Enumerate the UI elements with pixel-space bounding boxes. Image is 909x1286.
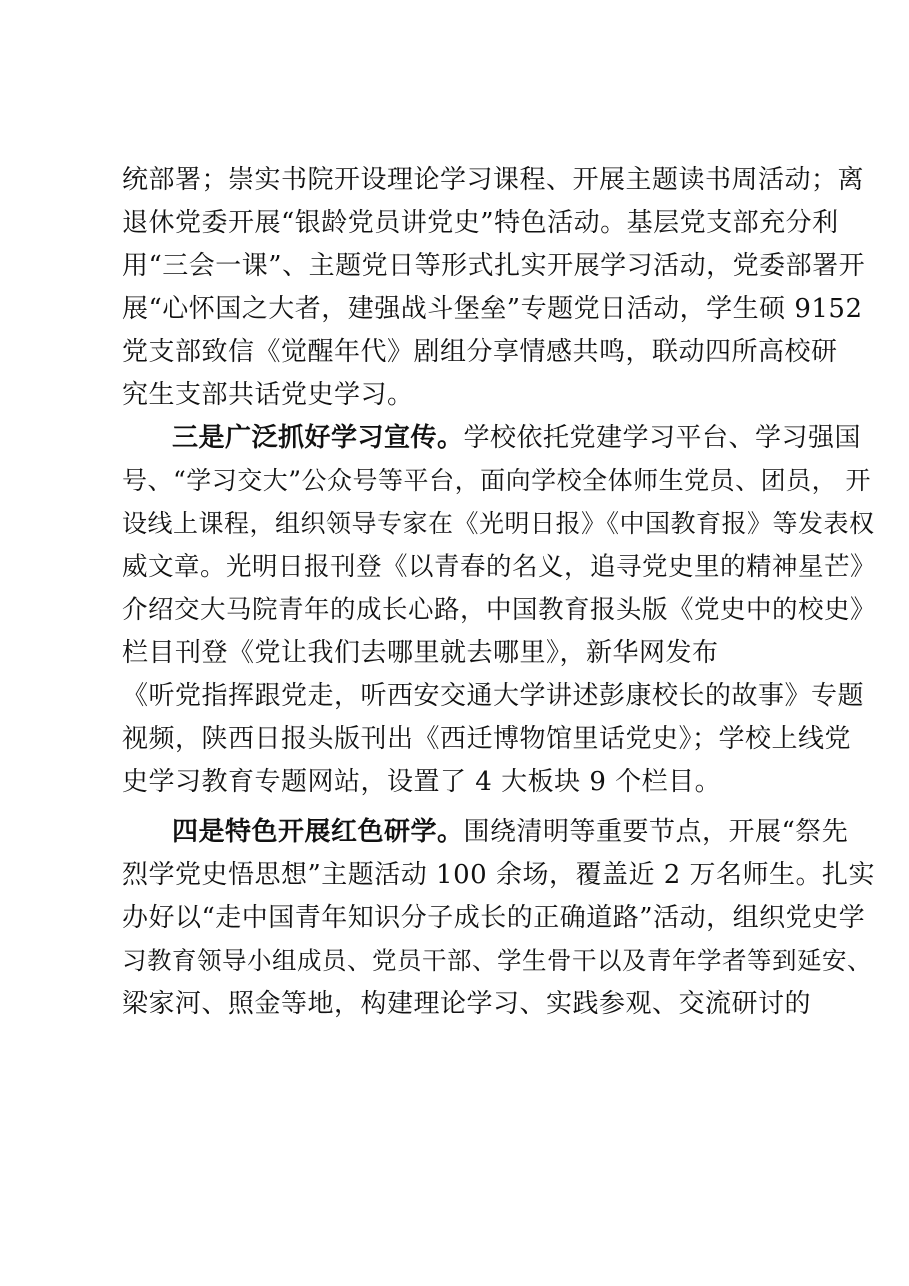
paragraph-2-line-6: 栏目刊登《党让我们去哪里就去哪里》，新华网发布 xyxy=(122,638,719,668)
paragraph-1-line-4: 展“心怀国之大者，建强战斗堡垒”专题党日活动，学生硕 9152 xyxy=(122,294,863,324)
paragraph-2-heading: 三是广泛抓好学习宣传。 xyxy=(172,423,464,453)
paragraph-3-line-2: 烈学党史悟思想”主题活动 100 余场，覆盖近 2 万名师生。扎实 xyxy=(122,860,876,890)
paragraph-2-line-3: 设线上课程，组织领导专家在《光明日报》《中国教育报》等发表权 xyxy=(122,509,875,538)
paragraph-3-first-line-text: 围绕清明等重要节点，开展“祭先 xyxy=(463,817,849,847)
paragraph-2-line-9: 史学习教育专题网站，设置了 4 大板块 9 个栏目。 xyxy=(122,767,722,797)
paragraph-1-line-1: 统部署；崇实书院开设理论学习课程、开展主题读书周活动；离 xyxy=(122,165,865,195)
paragraph-2-line-7: 《听党指挥跟党走，听西安交通大学讲述彭康校长的故事》专题 xyxy=(122,681,865,711)
paragraph-3-line-4: 习教育领导小组成员、党员干部、学生骨干以及青年学者等到延安、 xyxy=(122,946,872,975)
paragraph-1-line-5: 党支部致信《觉醒年代》剧组分享情感共鸣，联动四所高校研 xyxy=(122,337,838,367)
paragraph-2-line-2: 号、“学习交大”公众号等平台，面向学校全体师生党员、团员， 开 xyxy=(122,466,872,495)
paragraph-3-heading: 四是特色开展红色研学。 xyxy=(172,817,464,847)
paragraph-3-first-line xyxy=(172,815,848,849)
paragraph-2-line-5: 介绍交大马院青年的成长心路，中国教育报头版《党史中的校史》 xyxy=(122,595,877,625)
paragraph-2-line-8: 视频，陕西日报头版刊出《西迁博物馆里话党史》；学校上线党 xyxy=(122,724,852,754)
paragraph-1-line-3: 用“三会一课”、主题党日等形式扎实开展学习活动，党委部署开 xyxy=(122,251,866,281)
paragraph-1-line-6: 究生支部共话党史学习。 xyxy=(122,380,414,410)
paragraph-2-first-line xyxy=(172,421,861,455)
paragraph-3-line-5: 梁家河、照金等地，构建理论学习、实践参观、交流研讨的 xyxy=(122,989,812,1019)
paragraph-2-first-line-text: 学校依托党建学习平台、学习强国 xyxy=(463,423,862,453)
paragraph-2-line-4: 威文章。光明日报刊登《以青春的名义，追寻党史里的精神星芒》 xyxy=(122,552,877,582)
paragraph-3-line-3: 办好以“走中国青年知识分子成长的正确道路”活动，组织党史学 xyxy=(122,903,866,933)
paragraph-1-line-2: 退休党委开展“银龄党员讲党史”特色活动。基层党支部充分利 xyxy=(122,208,839,238)
